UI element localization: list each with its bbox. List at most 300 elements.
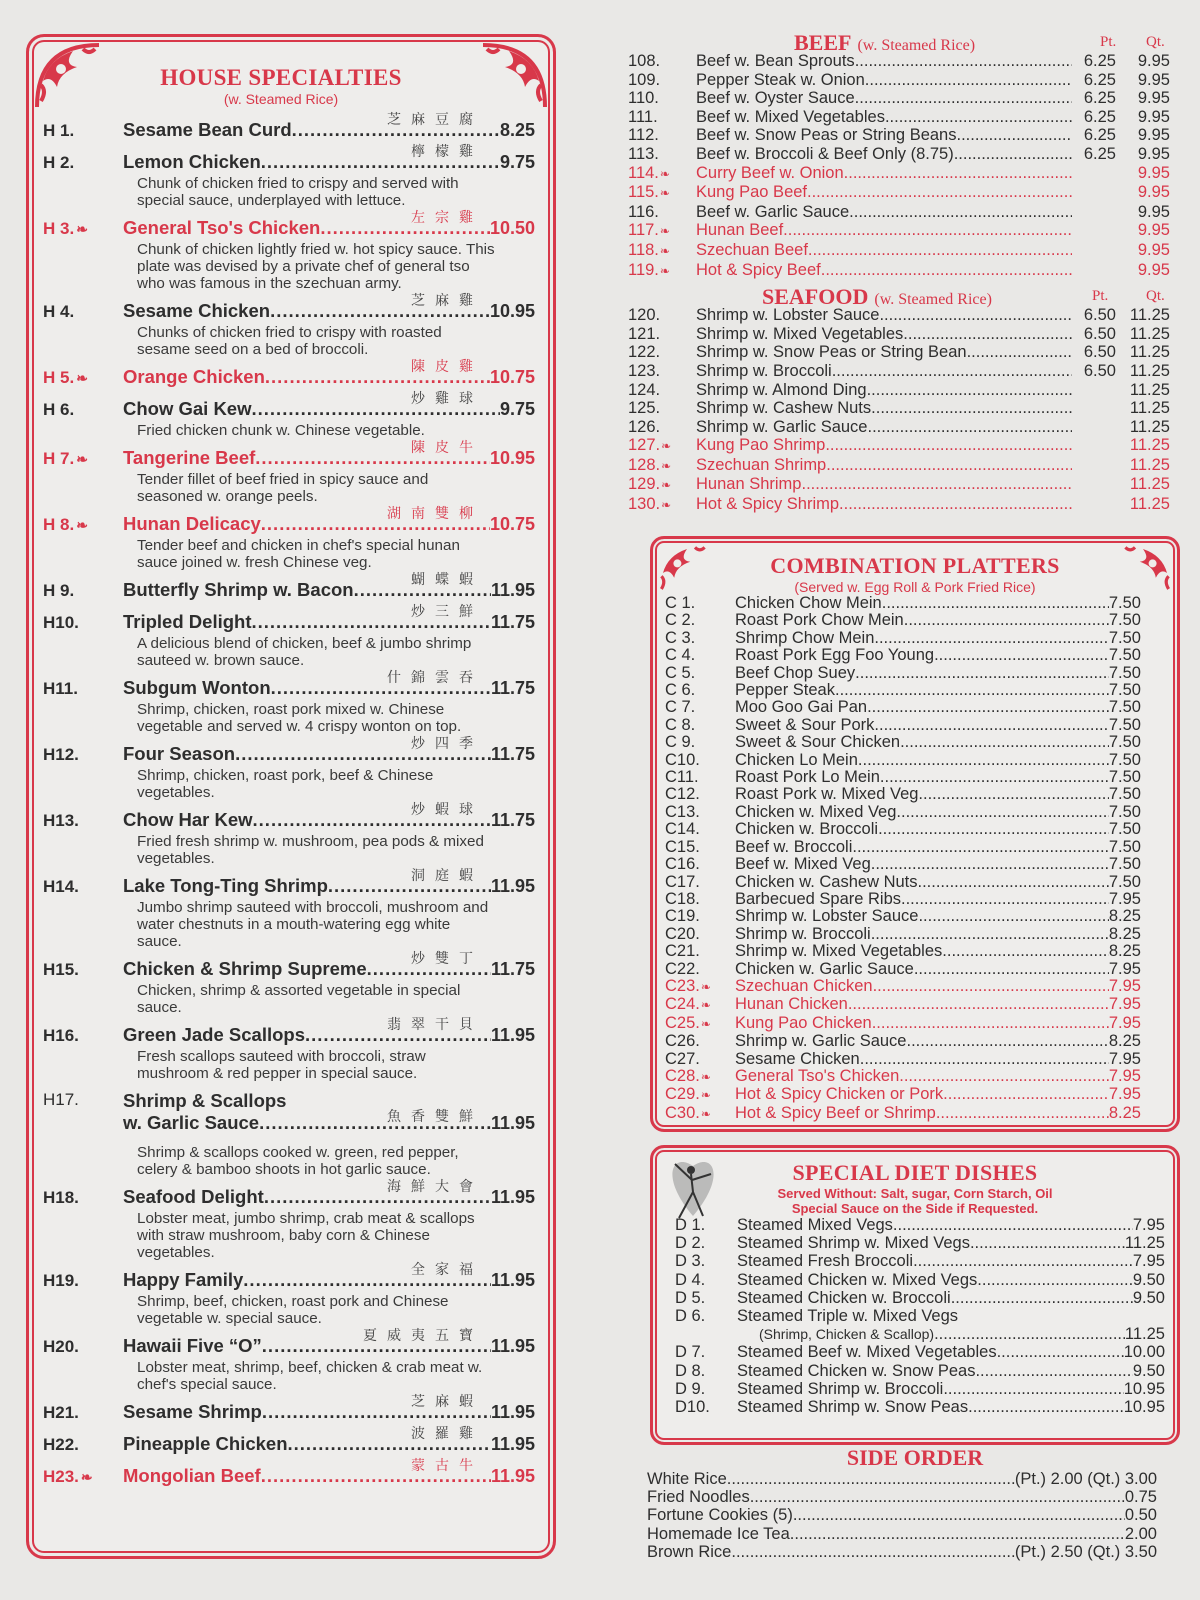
section-title: BEEF (794, 30, 852, 55)
item-name: Shrimp w. Cashew Nuts (696, 399, 872, 418)
item-price: 7.50 (1108, 698, 1141, 717)
item-number: H17. (43, 1090, 79, 1109)
item-number-text: C 8. (665, 715, 696, 734)
menu-item[interactable] (628, 52, 1170, 71)
item-price: 7.95 (1108, 1066, 1141, 1085)
menu-item[interactable] (29, 603, 553, 669)
hot-pepper-icon: ❧ (661, 478, 672, 493)
menu-item[interactable] (675, 1398, 1165, 1416)
dot-leader (873, 978, 1109, 995)
item-price: 0.75 (1124, 1488, 1157, 1507)
dot-leader (844, 164, 1072, 183)
hot-pepper-icon: ❧ (700, 1016, 711, 1031)
item-name: Hawaii Five “O” (123, 1335, 262, 1356)
item-number (665, 891, 735, 908)
quart-price: 9.95 (1137, 126, 1170, 145)
item-number-text: C30. (665, 1103, 700, 1122)
menu-item[interactable] (628, 456, 1170, 476)
menu-item[interactable] (29, 1178, 553, 1261)
item-description: Fried chicken chunk w. Chinese vegetable. (137, 422, 425, 439)
item-number (675, 1289, 737, 1307)
menu-item[interactable] (29, 801, 553, 867)
menu-item[interactable] (665, 1015, 1141, 1033)
menu-item[interactable] (29, 358, 553, 390)
dot-leader (900, 734, 1109, 751)
dot-leader (874, 630, 1108, 647)
dot-leader (849, 203, 1072, 222)
dot-leader (731, 1543, 1014, 1561)
pint-price: 6.50 (1083, 361, 1116, 380)
hot-pepper-icon: ❧ (76, 221, 88, 237)
menu-item[interactable] (665, 856, 1141, 873)
menu-item[interactable] (628, 495, 1170, 515)
item-number-text: H15. (43, 960, 79, 979)
item-price: 10.95 (1123, 1379, 1165, 1398)
item-number-text: D 8. (675, 1361, 706, 1380)
item-number (665, 978, 735, 996)
item-name: Shrimp w. Snow Peas or String Bean (696, 343, 967, 362)
menu-item[interactable] (665, 961, 1141, 978)
floral-corner-icon (479, 41, 549, 111)
item-number (43, 1271, 123, 1291)
item-price: 11.75 (490, 612, 535, 632)
item-number-text: 114. (628, 163, 659, 182)
special-diet-panel (650, 1145, 1180, 1445)
item-price: 7.50 (1108, 663, 1141, 682)
quart-price: 9.95 (1137, 107, 1170, 126)
item-name: Beef w. Snow Peas or String Beans (696, 126, 957, 145)
item-name: Hunan Shrimp (696, 475, 802, 494)
item-number (665, 699, 735, 716)
item-name: Roast Pork w. Mixed Veg. (735, 785, 924, 804)
item-name: Shrimp w. Garlic Sauce (696, 417, 868, 436)
menu-item[interactable] (628, 241, 1170, 261)
menu-item[interactable] (628, 108, 1170, 127)
menu-item[interactable] (665, 1086, 1141, 1104)
seafood-list (628, 306, 1170, 515)
item-number-text: 128. (628, 455, 661, 474)
menu-item[interactable] (628, 126, 1170, 145)
menu-item[interactable] (29, 735, 553, 801)
dot-leader (858, 752, 1109, 769)
item-number (675, 1234, 737, 1252)
item-price: 7.95 (1108, 889, 1141, 908)
item-description: Chunks of chicken fried to crispy with roasted sesame seed on a bed of broccoli. (137, 324, 442, 358)
pint-price: 6.25 (1083, 144, 1116, 163)
item-chinese-name: 夏威夷五寶 (363, 1328, 483, 1344)
menu-item[interactable] (647, 1525, 1157, 1543)
right-column (630, 30, 1170, 515)
combination-platters-list (653, 595, 1177, 1123)
item-price: 8.25 (1108, 1103, 1141, 1122)
item-name: Szechuan Chicken (735, 976, 873, 995)
item-price: 10.95 (489, 448, 535, 468)
item-price: 7.50 (1108, 785, 1141, 804)
dot-leader (956, 126, 1072, 145)
dot-leader (913, 1252, 1133, 1270)
item-name: Steamed Chicken w. Snow Peas (737, 1361, 976, 1380)
item-number-text: C 4. (665, 646, 696, 665)
item-name: Shrimp w. Mixed Vegetables (696, 324, 904, 343)
item-number (628, 52, 696, 71)
dot-leader (727, 1470, 1015, 1488)
menu-item[interactable] (665, 665, 1141, 682)
menu-item[interactable] (628, 183, 1170, 203)
item-price: 10.95 (489, 301, 535, 321)
menu-item[interactable] (29, 571, 553, 603)
menu-item[interactable] (628, 475, 1170, 495)
menu-item[interactable] (29, 390, 553, 439)
menu-item[interactable] (665, 1068, 1141, 1086)
item-name: Shrimp w. Lobster Sauce (735, 907, 919, 926)
item-name: Steamed Chicken w. Mixed Vegs (737, 1270, 978, 1289)
dot-leader (878, 821, 1109, 838)
item-price: 10.50 (489, 218, 535, 238)
dot-leader (875, 856, 1109, 873)
menu-item[interactable] (675, 1271, 1165, 1289)
item-number (628, 456, 696, 476)
quart-price: 9.95 (1137, 221, 1170, 240)
item-name: Sesame Chicken (123, 300, 271, 321)
item-number (43, 400, 123, 420)
dot-leader (821, 261, 1072, 280)
item-price: 7.95 (1108, 976, 1141, 995)
item-name: Beef w. Broccoli & Beef Only (8.75) (696, 144, 954, 163)
dot-leader (934, 647, 1109, 664)
quart-price: 11.25 (1129, 343, 1170, 362)
item-price: 9.75 (499, 399, 535, 419)
item-number-text: H22. (43, 1435, 79, 1454)
menu-item[interactable] (29, 111, 553, 143)
item-name: Steamed Triple w. Mixed Vegs (737, 1307, 959, 1326)
item-price: 9.50 (1132, 1270, 1165, 1289)
dot-leader (872, 1015, 1109, 1032)
menu-item[interactable] (665, 908, 1141, 925)
quart-price: 9.95 (1137, 202, 1170, 221)
item-number-text: 123. (628, 361, 661, 380)
menu-item[interactable] (29, 1082, 553, 1178)
menu-item[interactable] (29, 292, 553, 358)
dot-leader (943, 1086, 1109, 1103)
item-number (43, 960, 123, 980)
menu-item[interactable] (628, 71, 1170, 90)
item-name: Butterfly Shrimp w. Bacon (123, 579, 354, 600)
item-number (43, 302, 123, 322)
item-name: Sweet & Sour Chicken (735, 733, 901, 752)
menu-item[interactable] (29, 1327, 553, 1393)
item-name: Green Jade Scallops (123, 1024, 306, 1045)
section-title: SIDE ORDER (846, 1445, 984, 1470)
menu-item[interactable] (647, 1470, 1157, 1488)
item-price: 7.50 (1108, 594, 1141, 612)
item-number-text: H19. (43, 1271, 79, 1290)
quart-price: 11.25 (1129, 380, 1170, 399)
menu-item[interactable] (665, 699, 1141, 716)
quart-price: 11.25 (1129, 436, 1170, 455)
item-number-text: 129. (628, 475, 661, 494)
menu-item[interactable] (675, 1343, 1165, 1361)
dot-leader (783, 221, 1072, 240)
menu-item[interactable] (665, 1105, 1141, 1123)
pint-price: 6.25 (1083, 126, 1116, 145)
item-price: 11.95 (490, 580, 535, 600)
item-number (665, 752, 735, 769)
item-number-text: H 3. (43, 219, 75, 238)
item-number-text: H13. (43, 811, 79, 830)
menu-item[interactable] (665, 769, 1141, 786)
dot-leader (899, 1068, 1109, 1085)
menu-item[interactable] (628, 145, 1170, 164)
item-number-text: C14. (665, 820, 700, 839)
menu-item[interactable] (628, 221, 1170, 241)
menu-item[interactable] (628, 306, 1170, 325)
menu-item[interactable] (665, 804, 1141, 821)
quart-price: 9.95 (1137, 183, 1170, 202)
menu-item[interactable] (29, 950, 553, 1016)
item-name: Sesame Shrimp (123, 1401, 262, 1422)
menu-item[interactable] (628, 89, 1170, 108)
item-description: Shrimp, beef, chicken, roast pork and Chinese vegetable w. special sauce. (137, 1293, 449, 1327)
item-number-text: H 5. (43, 368, 75, 387)
menu-item[interactable] (675, 1380, 1165, 1398)
item-name: Sesame Chicken (735, 1049, 860, 1068)
menu-item[interactable] (665, 926, 1141, 943)
item-chinese-name: 波羅雞 (411, 1426, 483, 1442)
menu-item[interactable] (628, 418, 1170, 437)
item-number-text: 119. (628, 260, 659, 279)
item-name: Chicken w. Broccoli (735, 820, 879, 839)
item-number-text: C 9. (665, 733, 696, 752)
menu-item[interactable] (628, 381, 1170, 400)
item-name: Hunan Delicacy (123, 513, 261, 534)
item-price: 7.95 (1108, 1049, 1141, 1068)
menu-item[interactable] (665, 874, 1141, 891)
item-number (675, 1343, 737, 1361)
menu-item[interactable] (29, 1393, 553, 1425)
menu-item[interactable] (628, 343, 1170, 362)
dot-leader (906, 1033, 1108, 1050)
menu-item[interactable] (675, 1252, 1165, 1270)
item-number (628, 241, 696, 261)
item-number-text: D 9. (675, 1379, 706, 1398)
menu-item[interactable] (647, 1543, 1157, 1561)
item-name: Shrimp w. Broccoli (696, 361, 832, 380)
item-name: Beef w. Bean Sprouts (696, 52, 855, 70)
menu-item[interactable] (647, 1488, 1157, 1506)
quart-price: 9.95 (1137, 52, 1170, 70)
menu-item[interactable] (665, 978, 1141, 996)
item-name: Steamed Shrimp w. Broccoli (737, 1379, 944, 1398)
pint-price: 6.25 (1083, 52, 1116, 70)
dot-leader (871, 926, 1109, 943)
item-name: Chicken w. Mixed Veg. (735, 802, 901, 821)
pint-column-header: Pt. (1100, 34, 1117, 50)
menu-item[interactable] (665, 752, 1141, 769)
item-price: 7.95 (1132, 1252, 1165, 1271)
menu-item[interactable] (665, 1033, 1141, 1050)
item-number-text: C11. (665, 768, 699, 787)
menu-item[interactable] (29, 1016, 553, 1082)
dot-leader (855, 89, 1072, 108)
item-name: Sweet & Sour Pork (735, 715, 875, 734)
item-name: Steamed Shrimp w. Snow Peas (737, 1398, 969, 1417)
menu-item[interactable] (628, 436, 1170, 456)
menu-item[interactable] (665, 595, 1141, 612)
dot-leader (835, 682, 1109, 699)
section-title: SPECIAL DIET DISHES (792, 1160, 1038, 1185)
item-name: Roast Pork Lo Mein (735, 768, 880, 787)
menu-item[interactable] (29, 1457, 553, 1489)
item-price: 10.95 (1123, 1398, 1165, 1417)
item-number (665, 612, 735, 629)
item-number (628, 495, 696, 515)
menu-item[interactable] (665, 891, 1141, 908)
item-name: General Tso's Chicken (735, 1066, 900, 1085)
item-description: Chunk of chicken fried to crispy and served with special sauce, underplayed with lettuce. (137, 175, 459, 209)
menu-item[interactable] (647, 1506, 1157, 1524)
item-number-text: C27. (665, 1049, 700, 1068)
item-price: 11.25 (1124, 1325, 1165, 1344)
item-number-text: H23. (43, 1467, 79, 1486)
menu-item[interactable] (675, 1234, 1165, 1252)
item-name: Moo Goo Gai Pan (735, 698, 868, 717)
item-number-text: C 2. (665, 611, 696, 630)
menu-item[interactable] (29, 1425, 553, 1457)
menu-item[interactable] (665, 1051, 1141, 1068)
item-number (665, 1086, 735, 1104)
item-number (628, 164, 696, 184)
menu-item[interactable] (628, 399, 1170, 418)
seafood-section (630, 284, 1170, 515)
menu-item[interactable] (665, 612, 1141, 629)
item-price: 10.75 (489, 514, 535, 534)
item-number-text: C12. (665, 785, 700, 804)
item-name: Pepper Steak (735, 681, 835, 700)
item-description: Lobster meat, shrimp, beef, chicken & crab meat w. chef's special sauce. (137, 1359, 483, 1393)
menu-item[interactable] (29, 505, 553, 571)
item-number-text: 126. (628, 417, 661, 436)
item-description: A delicious blend of chicken, beef & jumbo shrimp sauteed w. brown sauce. (137, 635, 472, 669)
dot-leader (914, 961, 1109, 978)
item-number-text: H10. (43, 613, 79, 632)
item-price: 11.95 (490, 1025, 535, 1045)
item-number-text: 130. (628, 495, 661, 514)
item-number-text: H 2. (43, 153, 75, 172)
menu-item[interactable] (675, 1362, 1165, 1380)
dot-leader (882, 595, 1109, 612)
menu-item[interactable] (29, 439, 553, 505)
menu-item[interactable] (665, 734, 1141, 751)
quart-price: 11.25 (1129, 455, 1170, 474)
item-name: Chicken Chow Mein (735, 594, 882, 612)
menu-item[interactable] (675, 1307, 1165, 1325)
item-number (628, 221, 696, 241)
dot-leader (918, 874, 1109, 891)
item-name: Hunan Beef (696, 221, 784, 240)
menu-item[interactable] (675, 1216, 1165, 1234)
item-number-text: 108. (628, 52, 661, 70)
item-name: Steamed Beef w. Mixed Vegetables (737, 1343, 997, 1362)
floral-corner-icon (33, 41, 103, 111)
menu-item[interactable] (665, 786, 1141, 803)
dot-leader (825, 436, 1072, 455)
quart-price: 9.95 (1137, 144, 1170, 163)
item-price: 8.25 (1108, 924, 1141, 943)
item-name: Barbecued Spare Ribs (735, 889, 902, 908)
menu-item[interactable] (628, 203, 1170, 222)
dot-leader (865, 71, 1072, 90)
item-price: (Pt.) 2.50 (Qt.) 3.50 (1014, 1542, 1157, 1561)
item-number (665, 1015, 735, 1033)
item-name: Happy Family (123, 1269, 244, 1290)
item-name: Kung Pao Shrimp (696, 436, 826, 455)
pint-price: 6.25 (1083, 70, 1116, 89)
menu-item[interactable] (665, 839, 1141, 856)
hot-pepper-icon: ❧ (76, 451, 88, 467)
menu-item[interactable] (665, 630, 1141, 647)
item-price: 7.50 (1108, 837, 1141, 856)
menu-item[interactable] (628, 261, 1170, 281)
item-price: (Pt.) 2.00 (Qt.) 3.00 (1014, 1470, 1157, 1488)
house-specialties-list (29, 111, 553, 1489)
menu-item[interactable] (675, 1289, 1165, 1307)
menu-item[interactable] (665, 943, 1141, 960)
item-number-text: D 6. (675, 1307, 706, 1326)
menu-item[interactable] (29, 1261, 553, 1327)
item-number-text: C24. (665, 995, 700, 1014)
menu-item[interactable] (29, 669, 553, 735)
dot-leader (934, 1325, 1125, 1343)
combination-platters-panel (650, 536, 1180, 1132)
menu-item[interactable] (665, 821, 1141, 838)
item-number-text: C13. (665, 802, 700, 821)
dot-leader (832, 362, 1072, 381)
item-name: Kung Pao Beef (696, 183, 808, 202)
item-number (665, 804, 735, 821)
menu-item[interactable] (628, 325, 1170, 344)
item-number (665, 856, 735, 873)
item-number-text: H21. (43, 1403, 79, 1422)
menu-item[interactable] (29, 209, 553, 292)
item-number (675, 1307, 737, 1325)
menu-item[interactable] (29, 867, 553, 950)
dot-leader (997, 1343, 1124, 1361)
menu-item[interactable] (665, 717, 1141, 734)
item-price: 9.50 (1132, 1361, 1165, 1380)
menu-item[interactable] (628, 362, 1170, 381)
hot-pepper-icon: ❧ (661, 458, 672, 473)
menu-item[interactable] (29, 143, 553, 209)
pint-column-header: Pt. (1092, 288, 1109, 305)
menu-item[interactable] (665, 647, 1141, 664)
quart-price: 11.25 (1129, 475, 1170, 494)
item-number (43, 449, 123, 469)
item-number (43, 1435, 123, 1455)
quart-price: 9.95 (1137, 70, 1170, 89)
menu-item[interactable] (628, 164, 1170, 184)
dot-leader (848, 996, 1109, 1013)
item-number-text: H 7. (43, 449, 75, 468)
menu-item[interactable] (665, 682, 1141, 699)
item-number-text: C10. (665, 750, 700, 769)
item-number-text: C15. (665, 837, 700, 856)
item-number-text: C 3. (665, 628, 696, 647)
hot-pepper-icon: ❧ (700, 1088, 711, 1103)
dot-leader (943, 1380, 1123, 1398)
menu-item[interactable] (665, 996, 1141, 1014)
item-number (665, 1051, 735, 1068)
hot-pepper-icon: ❧ (700, 979, 711, 994)
